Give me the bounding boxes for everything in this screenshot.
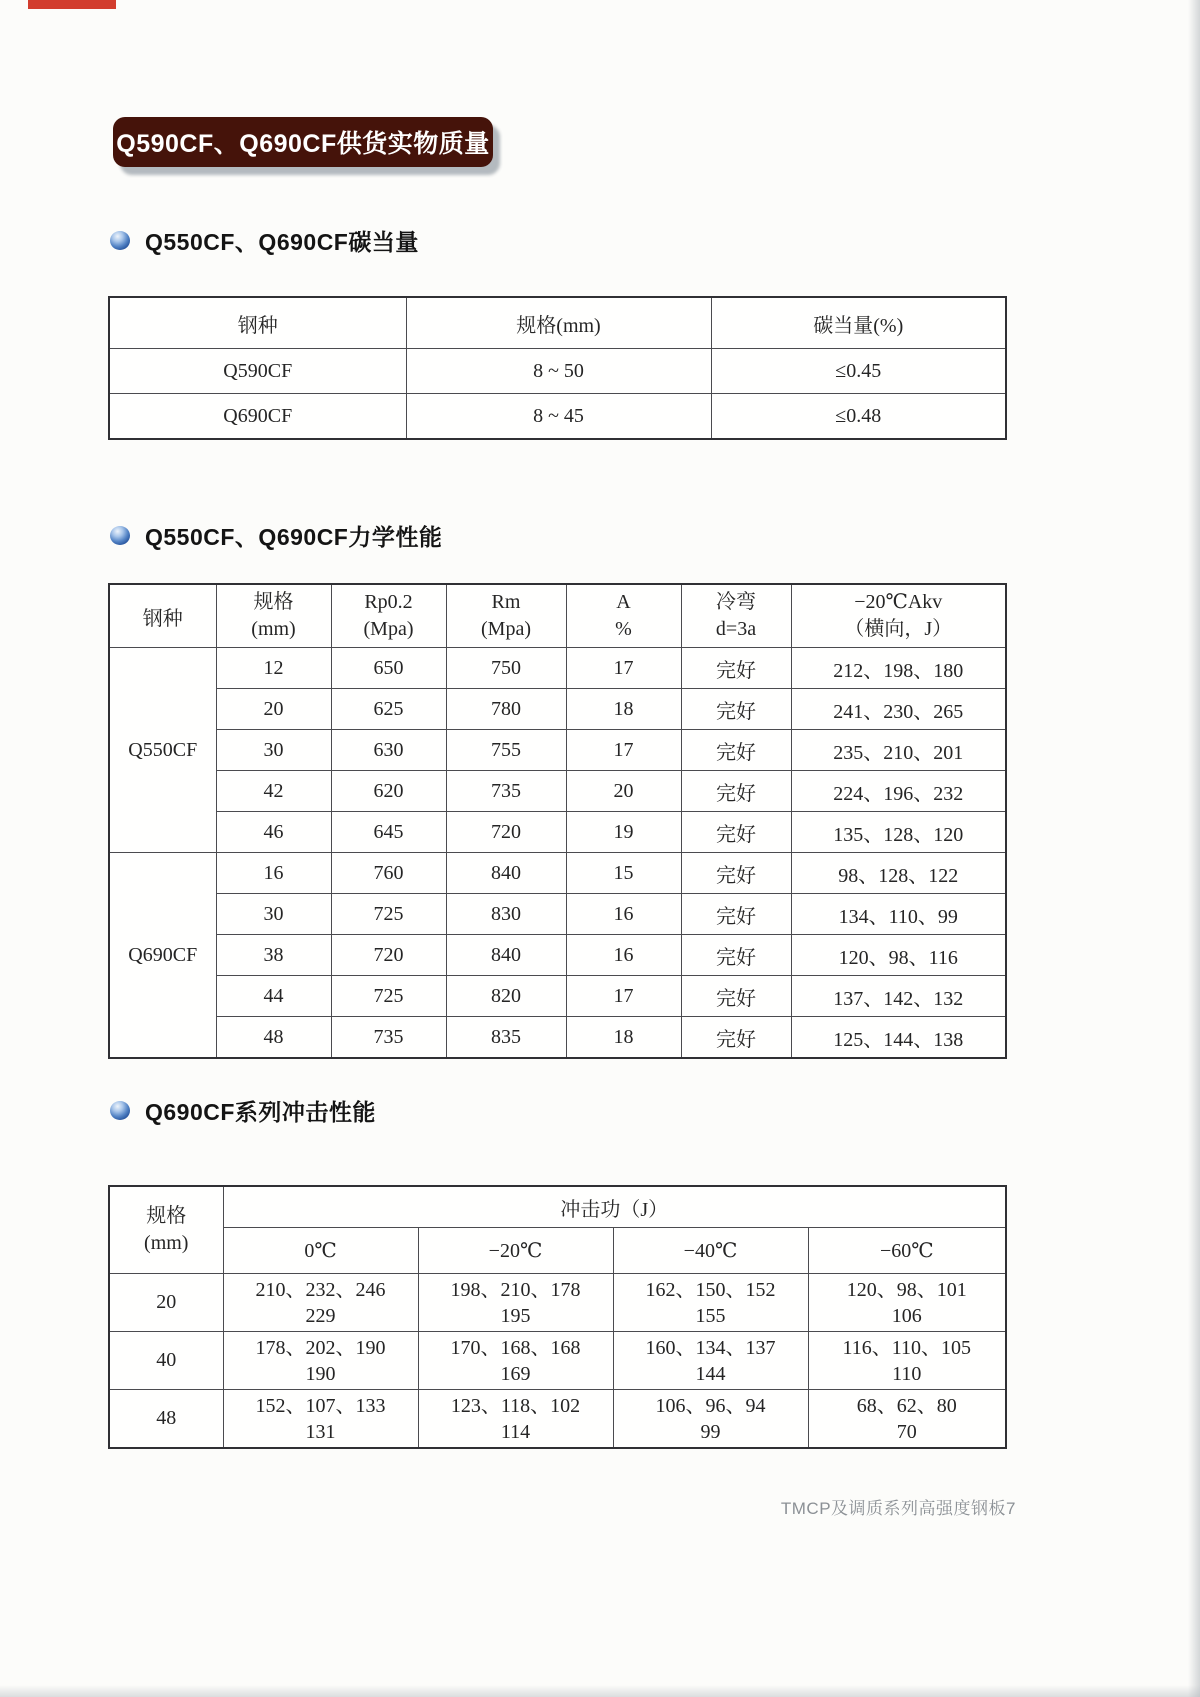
table-header-row (109, 1228, 1006, 1274)
steel-group-cell: Q690CF (109, 853, 216, 1059)
impact-energy-table (108, 1185, 1007, 1449)
table-row (109, 1017, 1006, 1059)
header-line: (mm) (144, 1232, 189, 1254)
table-cell (808, 1332, 1006, 1390)
cell-line: 162、150、152 (645, 1278, 776, 1301)
table-cell: 8 ~ 50 (406, 349, 711, 394)
cell-line: 110 (892, 1362, 922, 1385)
table-cell: 625 (331, 689, 446, 730)
table-cell: 760 (331, 853, 446, 894)
table-cell: 725 (331, 976, 446, 1017)
table-cell: 16 (566, 894, 681, 935)
table-cell: 134、110、99 (791, 894, 1006, 935)
steel-group-cell: Q550CF (109, 648, 216, 853)
table-cell: ≤0.48 (711, 394, 1006, 440)
scan-edge-shadow-bottom (0, 1685, 1200, 1697)
header-cell-impact-energy: 冲击功（J） (223, 1186, 1006, 1228)
table-cell: 完好 (681, 689, 791, 730)
table-cell: 241、230、265 (791, 689, 1006, 730)
table-cell: 30 (216, 730, 331, 771)
header-line: (Mpa) (481, 618, 531, 640)
table-cell: 18 (566, 1017, 681, 1059)
table-cell (808, 1390, 1006, 1449)
page-footer: TMCP及调质系列高强度钢板7 (780, 1499, 1016, 1518)
header-cell-spec: 规格(mm) (406, 297, 711, 349)
carbon-equivalent-table (108, 296, 1007, 440)
table-cell (613, 1274, 808, 1332)
header-cell-rp02 (331, 584, 446, 648)
table-cell: 645 (331, 812, 446, 853)
cell-line: 116、110、105 (842, 1336, 972, 1359)
title-banner (113, 117, 493, 167)
table-cell: 15 (566, 853, 681, 894)
table-cell: 735 (446, 771, 566, 812)
header-cell-temp-0: 0℃ (223, 1228, 418, 1274)
table-cell: 17 (566, 976, 681, 1017)
table-cell: 750 (446, 648, 566, 689)
cell-line: 106 (891, 1304, 922, 1327)
table-cell: 44 (216, 976, 331, 1017)
table-cell: 17 (566, 730, 681, 771)
table-cell: 720 (331, 935, 446, 976)
table-cell: Q690CF (109, 394, 406, 440)
table-row (109, 976, 1006, 1017)
scan-edge-shadow-right (1188, 0, 1200, 1697)
header-cell-temp-minus40: −40℃ (613, 1228, 808, 1274)
table-row (109, 1332, 1006, 1390)
banner-title: Q590CF、Q690CF供货实物质量 (116, 130, 490, 158)
table-cell: 755 (446, 730, 566, 771)
cell-line: 170、168、168 (450, 1336, 581, 1359)
table-row (109, 812, 1006, 853)
table-cell: 完好 (681, 812, 791, 853)
table-cell: 46 (216, 812, 331, 853)
sphere-bullet-icon (110, 526, 130, 545)
carbon-equivalent-table-wrap (108, 296, 1007, 440)
table-cell: 780 (446, 689, 566, 730)
table-cell: 16 (566, 935, 681, 976)
table-cell: 840 (446, 853, 566, 894)
table-row (109, 648, 1006, 689)
table-row (109, 853, 1006, 894)
table-cell (808, 1274, 1006, 1332)
section-heading-mech (110, 522, 442, 548)
table-cell: 650 (331, 648, 446, 689)
table-cell: ≤0.45 (711, 349, 1006, 394)
mechanical-properties-table (108, 583, 1007, 1059)
section-heading-label: Q550CF、Q690CF碳当量 (145, 228, 419, 255)
table-cell: 135、128、120 (791, 812, 1006, 853)
table-cell: 840 (446, 935, 566, 976)
section-heading-label: Q690CF系列冲击性能 (145, 1098, 376, 1125)
table-cell (418, 1274, 613, 1332)
impact-energy-table-wrap (108, 1185, 1007, 1449)
sphere-bullet-icon (110, 231, 130, 250)
header-line: Rp0.2 (364, 591, 413, 613)
cell-line: 229 (305, 1304, 336, 1327)
header-cell-elongation (566, 584, 681, 648)
cell-line: 68、62、80 (856, 1394, 957, 1417)
cell-line: 210、232、246 (255, 1278, 386, 1301)
table-cell (223, 1332, 418, 1390)
table-header-row (109, 297, 1006, 349)
header-cell-spec (216, 584, 331, 648)
header-line: 规格 (146, 1205, 187, 1227)
table-cell: 完好 (681, 976, 791, 1017)
table-cell: 18 (566, 689, 681, 730)
cell-line: 169 (500, 1362, 531, 1385)
header-line: 冷弯 (716, 591, 756, 613)
table-cell: 48 (216, 1017, 331, 1059)
scan-artifact-red-strip (28, 0, 116, 9)
header-cell-temp-minus60: −60℃ (808, 1228, 1006, 1274)
table-cell: 42 (216, 771, 331, 812)
table-cell (613, 1332, 808, 1390)
table-cell: 224、196、232 (791, 771, 1006, 812)
header-line: −20℃Akv (854, 591, 943, 613)
cell-line: 178、202、190 (255, 1336, 386, 1359)
table-cell: 137、142、132 (791, 976, 1006, 1017)
cell-line: 195 (500, 1304, 531, 1327)
table-cell: 完好 (681, 935, 791, 976)
table-cell: 17 (566, 648, 681, 689)
header-line: d=3a (715, 618, 757, 640)
cell-line: 198、210、178 (450, 1278, 581, 1301)
table-cell (223, 1274, 418, 1332)
cell-line: 144 (695, 1362, 726, 1385)
table-cell: 完好 (681, 1017, 791, 1059)
cell-line: 160、134、137 (645, 1336, 776, 1359)
table-cell (613, 1390, 808, 1449)
header-line: （横向，J） (844, 618, 953, 640)
header-cell-rm (446, 584, 566, 648)
table-cell: 620 (331, 771, 446, 812)
header-line: A (616, 591, 631, 613)
table-cell: 38 (216, 935, 331, 976)
table-row (109, 349, 1006, 394)
cell-line: 114 (500, 1420, 531, 1443)
table-header-row (109, 584, 1006, 648)
table-header-row (109, 1186, 1006, 1228)
table-row (109, 1390, 1006, 1449)
table-cell: 完好 (681, 648, 791, 689)
header-line: 规格 (253, 591, 294, 613)
table-cell: 完好 (681, 730, 791, 771)
table-cell: 8 ~ 45 (406, 394, 711, 440)
table-row (109, 689, 1006, 730)
spec-cell: 48 (109, 1390, 223, 1449)
section-heading-label: Q550CF、Q690CF力学性能 (145, 523, 443, 550)
section-heading-impact (110, 1097, 376, 1123)
table-cell: 20 (216, 689, 331, 730)
table-cell: 212、198、180 (791, 648, 1006, 689)
header-cell-spec (109, 1186, 223, 1274)
table-row (109, 1274, 1006, 1332)
table-cell: 完好 (681, 894, 791, 935)
table-cell: 完好 (681, 853, 791, 894)
table-cell: 120、98、116 (791, 935, 1006, 976)
table-cell: 19 (566, 812, 681, 853)
header-cell-coldbend (681, 584, 791, 648)
table-row (109, 935, 1006, 976)
header-cell-steel: 钢种 (109, 584, 216, 648)
table-cell: 20 (566, 771, 681, 812)
table-cell: 235、210、201 (791, 730, 1006, 771)
table-row (109, 394, 1006, 440)
table-cell (418, 1332, 613, 1390)
header-line: % (615, 618, 632, 640)
header-cell-temp-minus20: −20℃ (418, 1228, 613, 1274)
mechanical-properties-table-wrap (108, 583, 1007, 1059)
table-cell (223, 1390, 418, 1449)
header-cell-akv (791, 584, 1006, 648)
header-cell-ceq: 碳当量(%) (711, 297, 1006, 349)
table-cell: Q590CF (109, 349, 406, 394)
table-cell (418, 1390, 613, 1449)
table-row (109, 894, 1006, 935)
cell-line: 190 (305, 1362, 336, 1385)
table-row (109, 771, 1006, 812)
sphere-bullet-icon (110, 1101, 130, 1120)
table-row (109, 730, 1006, 771)
table-cell: 720 (446, 812, 566, 853)
cell-line: 123、118、102 (450, 1394, 581, 1417)
table-cell: 630 (331, 730, 446, 771)
cell-line: 131 (305, 1420, 336, 1443)
cell-line: 70 (896, 1420, 917, 1443)
cell-line: 99 (700, 1420, 721, 1443)
table-cell: 16 (216, 853, 331, 894)
table-cell: 30 (216, 894, 331, 935)
section-heading-carbon (110, 227, 419, 253)
table-cell: 125、144、138 (791, 1017, 1006, 1059)
header-line: (mm) (251, 618, 296, 640)
table-cell: 830 (446, 894, 566, 935)
header-cell-steel: 钢种 (109, 297, 406, 349)
spec-cell: 20 (109, 1274, 223, 1332)
header-line: (Mpa) (363, 618, 414, 640)
table-cell: 835 (446, 1017, 566, 1059)
spec-cell: 40 (109, 1332, 223, 1390)
table-cell: 820 (446, 976, 566, 1017)
cell-line: 152、107、133 (255, 1394, 386, 1417)
cell-line: 155 (695, 1304, 726, 1327)
table-cell: 725 (331, 894, 446, 935)
table-cell: 735 (331, 1017, 446, 1059)
header-line: Rm (491, 591, 521, 613)
table-cell: 12 (216, 648, 331, 689)
cell-line: 106、96、94 (655, 1394, 766, 1417)
table-cell: 完好 (681, 771, 791, 812)
table-cell: 98、128、122 (791, 853, 1006, 894)
cell-line: 120、98、101 (846, 1278, 967, 1301)
